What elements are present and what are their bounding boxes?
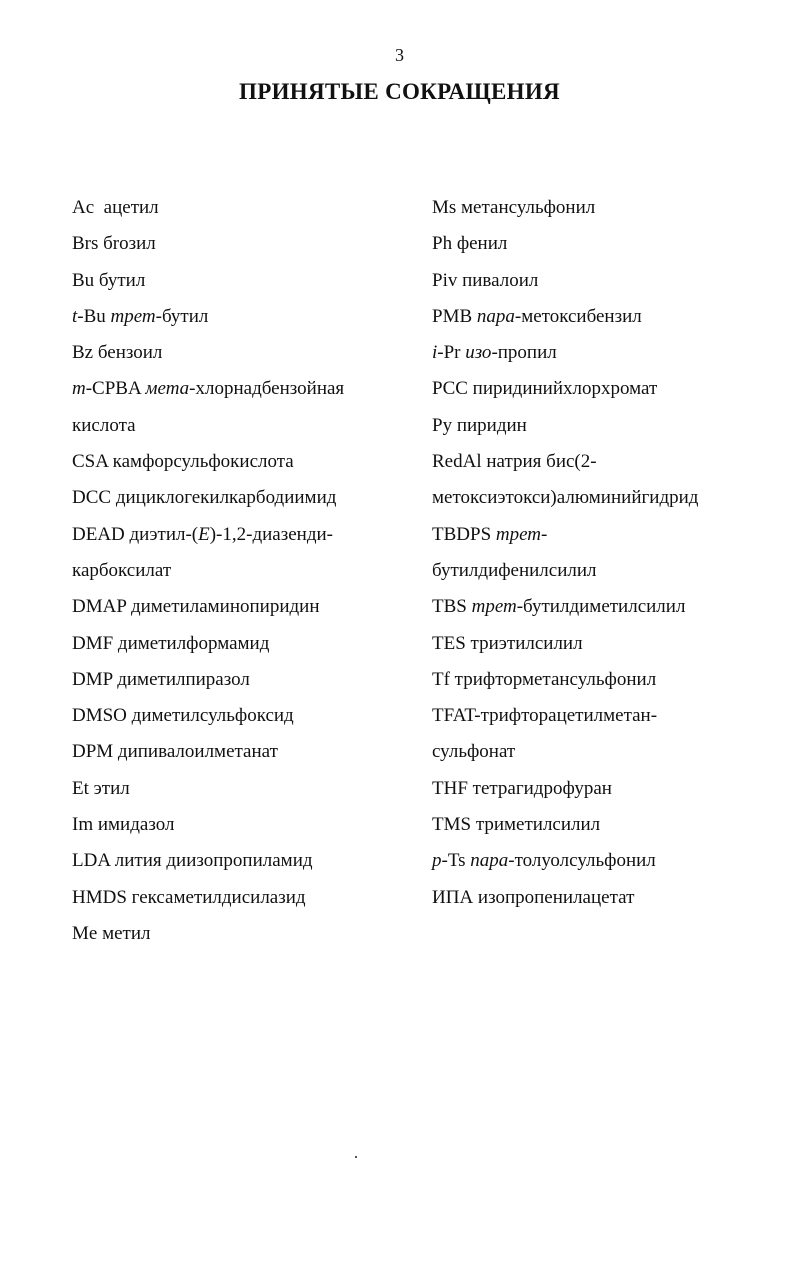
- abbreviation-entry: [72, 335, 402, 371]
- abbreviation-entry: [432, 190, 772, 226]
- abbreviation-entry: [72, 480, 402, 516]
- entry-text: PMB: [432, 305, 477, 327]
- abbreviation-entry: [72, 916, 402, 952]
- abbreviation-entry: [432, 662, 772, 698]
- entry-text: DMP диметилпиразол: [72, 668, 250, 690]
- entry-text: Brs бrозил: [72, 233, 156, 255]
- entry-text: Ac ацетил: [72, 197, 159, 218]
- entry-text: Bu бутил: [72, 269, 146, 291]
- abbreviation-entry: [432, 880, 772, 916]
- entry-text: Tf трифторметансульфонил: [432, 668, 657, 690]
- abbreviation-entry: [72, 371, 402, 407]
- abbreviation-entry: [432, 843, 772, 879]
- entry-text: RedAl натрия бис(2-: [432, 451, 597, 473]
- abbreviation-entry: [432, 589, 772, 625]
- abbreviation-entry: [72, 626, 402, 662]
- abbreviation-entry: [72, 589, 402, 625]
- entry-text: -толуолсульфонил: [508, 850, 656, 872]
- entry-text: -: [541, 523, 548, 545]
- italic-text: трет: [495, 523, 542, 545]
- abbreviation-entry: [72, 444, 402, 480]
- entry-text: TBS: [432, 596, 472, 618]
- entry-text: -Bu: [77, 305, 111, 327]
- abbreviation-entry: [432, 263, 772, 299]
- abbreviation-entry: [432, 734, 772, 770]
- entry-text: TES триэтилсилил: [432, 632, 583, 654]
- entry-text: DMF диметилформамид: [72, 632, 270, 654]
- entry-text: HMDS гексаметилдисилазид: [72, 886, 306, 908]
- entry-text: Et этил: [72, 777, 130, 799]
- entry-text: -Ts: [441, 850, 471, 872]
- entry-text: DPM дипивалоилметанат: [72, 741, 278, 763]
- entry-text: сульфонат: [432, 741, 516, 763]
- abbreviation-entry: [432, 371, 772, 407]
- abbreviation-entry: [72, 771, 402, 807]
- entry-text: бутилдифенилсилил: [432, 559, 597, 581]
- entry-text: Ph фенил: [432, 233, 508, 255]
- abbreviation-entry: [432, 771, 772, 807]
- italic-text: мета: [145, 378, 190, 400]
- abbreviation-entry: [432, 444, 772, 480]
- italic-text: пара: [476, 305, 515, 327]
- abbreviation-entry: [432, 335, 772, 371]
- entry-text: TFAT-трифторацетилметан-: [432, 705, 658, 727]
- abbreviation-entry: [72, 408, 402, 444]
- italic-text: трет: [110, 305, 156, 327]
- abbreviation-entry: [432, 480, 772, 516]
- abbreviation-entry: [432, 299, 772, 335]
- entry-text: DCC дициклогекилкарбодиимид: [72, 487, 337, 509]
- scan-speck: [355, 1156, 357, 1158]
- entry-text: Bz бензоил: [72, 342, 163, 364]
- italic-text: m: [72, 378, 86, 400]
- entry-text: DMSO диметилсульфоксид: [72, 705, 294, 727]
- abbreviation-entry: [72, 807, 402, 843]
- page-number: 3: [395, 45, 404, 65]
- entry-text: Me метил: [72, 922, 151, 944]
- abbreviation-entry: [432, 807, 772, 843]
- abbreviation-entry: [72, 698, 402, 734]
- entry-text: PCC пиридинийхлорхромат: [432, 378, 658, 400]
- entry-text: )-1,2-диазенди-: [209, 523, 334, 545]
- entry-text: Ms метансульфонил: [432, 197, 596, 218]
- entry-text: ИПА изопропенилацетат: [432, 886, 635, 908]
- abbreviation-entry: [72, 299, 402, 335]
- entry-text: TBDPS: [432, 523, 496, 545]
- entry-text: -хлорнадбензойная: [189, 378, 345, 400]
- entry-text: TMS триметилсилил: [432, 814, 601, 836]
- entry-text: THF тетрагидрофуран: [432, 777, 612, 799]
- entry-text: DEAD диэтил-(: [72, 523, 199, 545]
- abbreviation-entry: [432, 226, 772, 262]
- italic-text: t: [72, 305, 78, 327]
- abbreviations-right-column: [432, 190, 772, 916]
- entry-text: -бутилдиметилсилил: [516, 596, 686, 618]
- entry-text: DMAP диметиламинопиридин: [72, 596, 320, 618]
- abbreviation-entry: [432, 698, 772, 734]
- abbreviation-entry: [432, 553, 772, 589]
- abbreviation-entry: [72, 553, 402, 589]
- abbreviations-left-column: [72, 190, 402, 952]
- entry-text: -бутил: [155, 305, 209, 327]
- entry-text: метоксиэтокси)алюминийгидрид: [432, 487, 699, 509]
- italic-text: трет: [471, 596, 517, 618]
- abbreviation-entry: [72, 190, 402, 226]
- abbreviation-entry: [72, 226, 402, 262]
- entry-text: -пропил: [491, 342, 557, 364]
- italic-text: E: [198, 523, 210, 545]
- abbreviation-entry: [72, 263, 402, 299]
- entry-text: Piv пивалоил: [432, 269, 539, 291]
- entry-text: кислота: [72, 414, 136, 436]
- italic-text: пара: [470, 850, 509, 872]
- italic-text: изо: [465, 342, 492, 364]
- abbreviation-entry: [72, 734, 402, 770]
- entry-text: CSA камфорсульфокислота: [72, 451, 294, 473]
- abbreviation-entry: [432, 517, 772, 553]
- entry-text: LDA лития диизопропиламид: [72, 850, 313, 872]
- italic-text: p: [432, 850, 442, 872]
- page-title: ПРИНЯТЫЕ СОКРАЩЕНИЯ: [239, 79, 560, 104]
- abbreviation-entry: [72, 880, 402, 916]
- abbreviation-entry: [432, 626, 772, 662]
- abbreviation-entry: [432, 408, 772, 444]
- abbreviation-entry: [72, 843, 402, 879]
- entry-text: -метоксибензил: [514, 305, 642, 327]
- italic-text: i: [432, 342, 438, 364]
- entry-text: Py пиридин: [432, 414, 527, 436]
- entry-text: -Pr: [437, 342, 466, 364]
- abbreviation-entry: [72, 517, 402, 553]
- entry-text: карбоксилат: [72, 559, 172, 581]
- abbreviation-entry: [72, 662, 402, 698]
- entry-text: -CPBA: [85, 378, 146, 400]
- entry-text: Im имидазол: [72, 814, 175, 836]
